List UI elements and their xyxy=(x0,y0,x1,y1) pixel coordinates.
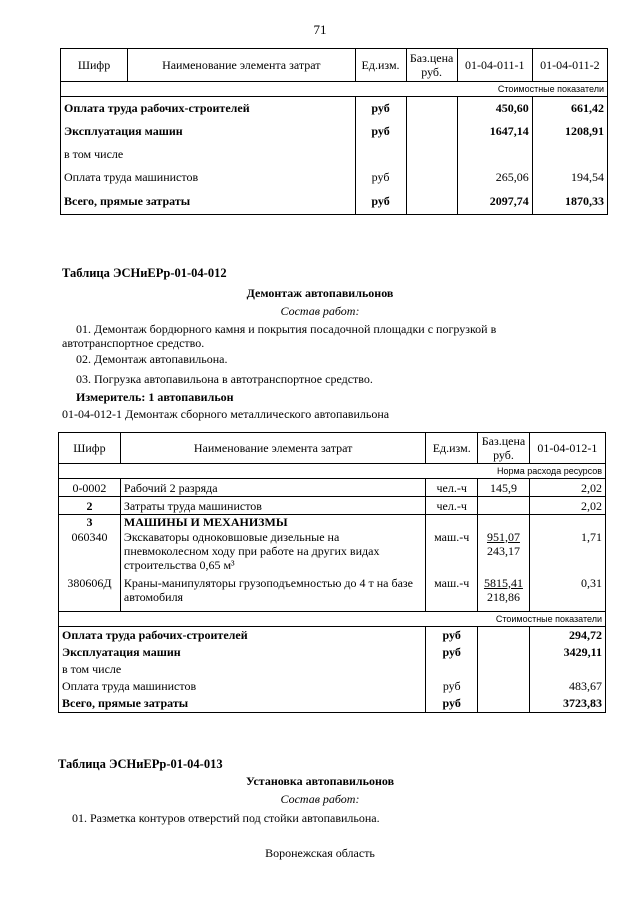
row-name: Краны-манипуляторы грузоподъемностью до 4 т на базе автомобиля xyxy=(120,576,425,612)
t1-row-v1: 1647,14 xyxy=(457,120,532,143)
row-code: 060340 xyxy=(59,530,121,576)
cost-table-1 xyxy=(60,48,608,215)
t1-row-name: Оплата труда машинистов xyxy=(61,166,356,189)
footer-region: Воронежская область xyxy=(265,846,375,860)
th-base-price: Баз.цена руб. xyxy=(478,433,530,464)
th-unit: Ед.изм. xyxy=(426,433,478,464)
t2-cost-name: Всего, прямые затраты xyxy=(59,695,426,713)
t1-row-unit: руб xyxy=(355,166,406,189)
t2-cost-name: Оплата труда машинистов xyxy=(59,678,426,695)
t2-cost-unit: руб xyxy=(426,627,478,644)
section-heading: Демонтаж автопавильонов xyxy=(246,286,394,300)
t1-row-name: Всего, прямые затраты xyxy=(61,189,356,215)
row-name: МАШИНЫ И МЕХАНИЗМЫ xyxy=(120,515,425,530)
row-unit: маш.-ч xyxy=(426,576,478,612)
t1-row-v1: 450,60 xyxy=(457,97,532,120)
composition-label: Состав работ: xyxy=(280,304,360,318)
row-code: 380606Д xyxy=(59,576,121,612)
meter: Измеритель: 1 автопавильон xyxy=(76,390,234,404)
work-item: 02. Демонтаж автопавильона. xyxy=(76,352,228,366)
row-value: 2,02 xyxy=(529,479,605,497)
subheader-cost: Стоимостные показатели xyxy=(61,82,608,97)
t1-row-v2: 1208,91 xyxy=(532,120,607,143)
composition-label: Состав работ: xyxy=(280,792,360,806)
work-item: 03. Погрузка автопавильона в автотранспортное средство. xyxy=(76,372,373,386)
code-line: 01-04-012-1 Демонтаж сборного металлического автопавильона xyxy=(62,407,390,421)
section-heading: Установка автопавильонов xyxy=(245,774,395,788)
th-unit: Ед.изм. xyxy=(355,49,406,82)
th-col1: 01-04-012-1 xyxy=(529,433,605,464)
row-unit: чел.-ч xyxy=(426,479,478,497)
t2-cost-value: 3429,11 xyxy=(529,644,605,661)
t1-row-v2: 661,42 xyxy=(532,97,607,120)
th-name: Наименование элемента затрат xyxy=(128,49,355,82)
t1-row-unit: руб xyxy=(355,97,406,120)
t2-cost-unit: руб xyxy=(426,644,478,661)
t2-cost-name: Оплата труда рабочих-строителей xyxy=(59,627,426,644)
t1-row-v1: 265,06 xyxy=(457,166,532,189)
page-number: 71 xyxy=(313,22,327,37)
work-item: 01. Демонтаж бордюрного камня и покрытия посадочной площадки с погрузкой в автотранспортное средство. xyxy=(62,322,497,350)
work-item: 01. Разметка контуров отверстий под стойки автопавильона. xyxy=(72,811,380,825)
row-name: Экскаваторы одноковшовые дизельные на пневмоколесном ходу при работе на других видах строительства 0,65 м³ xyxy=(120,530,425,576)
table-title: Таблица ЭСНиЕРр-01-04-012 xyxy=(62,266,227,280)
t2-cost-value: 3723,83 xyxy=(529,695,605,713)
t1-row-v2: 1870,33 xyxy=(532,189,607,215)
th-name: Наименование элемента затрат xyxy=(120,433,425,464)
t2-cost-unit: руб xyxy=(426,678,478,695)
row-price-sub: 218,86 xyxy=(486,589,520,604)
row-code: 3 xyxy=(59,515,121,530)
row-code: 0-0002 xyxy=(59,479,121,497)
subheader-cost: Стоимостные показатели xyxy=(59,612,606,627)
resource-table xyxy=(58,432,606,713)
t2-cost-unit: руб xyxy=(426,695,478,713)
t2-cost-name: Эксплуатация машин xyxy=(59,644,426,661)
th-col2: 01-04-011-2 xyxy=(532,49,607,82)
t1-row-name: Эксплуатация машин xyxy=(61,120,356,143)
row-value: 1,71 xyxy=(529,530,605,576)
subheader-norm: Норма расхода ресурсов xyxy=(59,464,606,479)
t1-row-v1: 2097,74 xyxy=(457,189,532,215)
t1-row-unit: руб xyxy=(355,120,406,143)
t2-cost-value: 483,67 xyxy=(529,678,605,695)
row-code: 2 xyxy=(59,497,121,515)
row-value: 2,02 xyxy=(529,497,605,515)
th-code: Шифр xyxy=(59,433,121,464)
th-col1: 01-04-011-1 xyxy=(457,49,532,82)
t2-cost-name: в том числе xyxy=(59,661,426,678)
row-price: 5815,41 xyxy=(483,575,523,590)
row-unit: маш.-ч xyxy=(426,530,478,576)
t1-row-name: в том числе xyxy=(61,143,356,166)
t1-row-name: Оплата труда рабочих-строителей xyxy=(61,97,356,120)
th-base-price: Баз.цена руб. xyxy=(406,49,457,82)
t2-cost-value: 294,72 xyxy=(529,627,605,644)
row-name: Рабочий 2 разряда xyxy=(120,479,425,497)
th-code: Шифр xyxy=(61,49,128,82)
row-price: 145,9 xyxy=(478,479,530,497)
t1-row-v2: 194,54 xyxy=(532,166,607,189)
row-name: Затраты труда машинистов xyxy=(120,497,425,515)
t1-row-unit: руб xyxy=(355,189,406,215)
row-price-sub: 243,17 xyxy=(486,543,520,558)
row-unit: чел.-ч xyxy=(426,497,478,515)
table-title: Таблица ЭСНиЕРр-01-04-013 xyxy=(58,757,223,771)
row-value: 0,31 xyxy=(529,576,605,612)
row-price: 951,07 xyxy=(486,529,520,544)
